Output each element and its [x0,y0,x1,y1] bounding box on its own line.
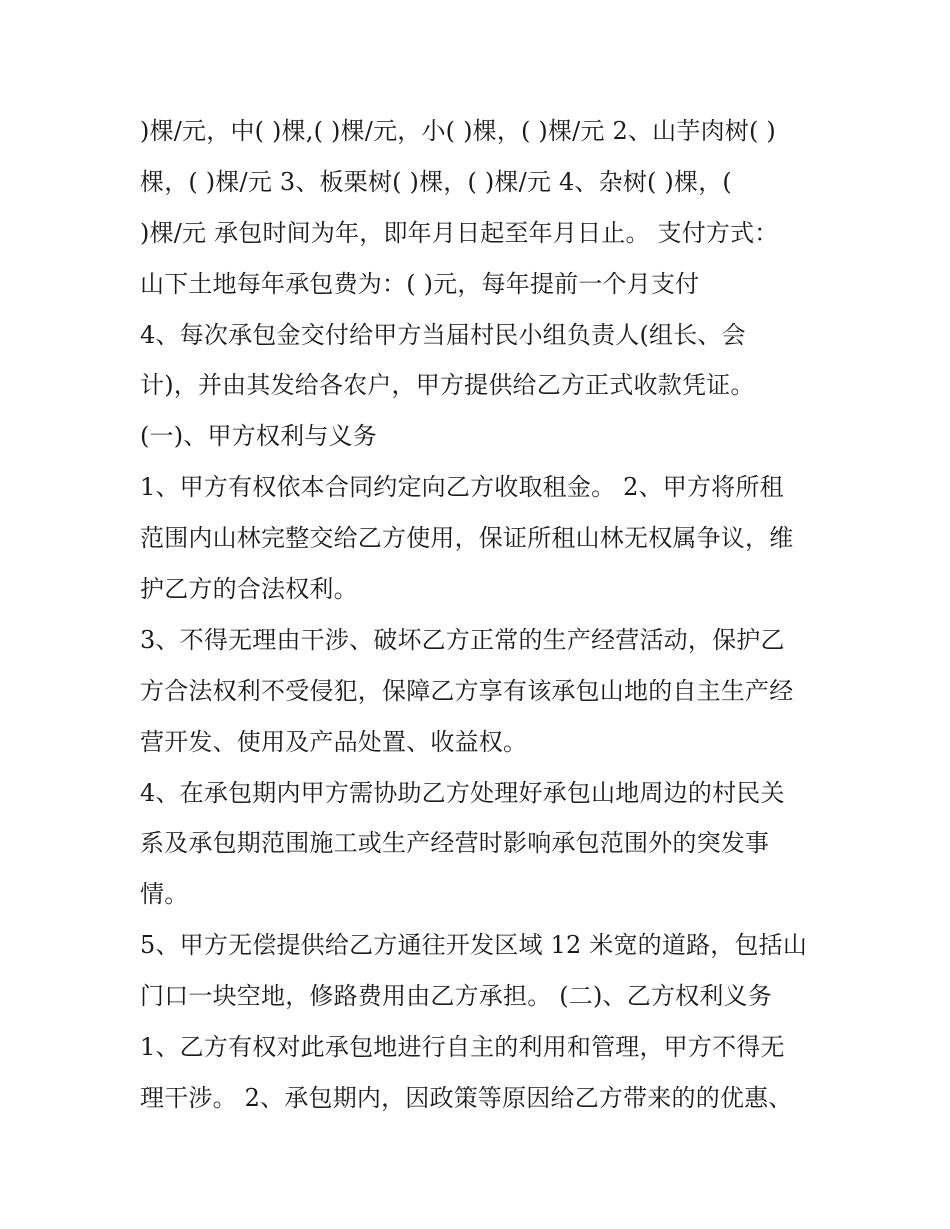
text-line: 1、乙方有权对此承包地进行自主的利用和管理，甲方不得无 [140,1033,785,1062]
text-line: 5、甲方无偿提供给乙方通往开发区域 12 米宽的道路，包括山 [140,931,808,960]
text-line: 情。 [140,880,189,909]
text-line: 山下土地每年承包费为：( )元，每年提前一个月支付 [140,269,700,298]
text-line: 范围内山林完整交给乙方使用，保证所租山林无权属争议，维 [140,524,794,553]
text-line: 理干涉。 2、承包期内，因政策等原因给乙方带来的的优惠、 [140,1083,793,1112]
text-line: 4、每次承包金交付给甲方当届村民小组负责人(组长、会 [140,320,746,349]
text-line: 1、甲方有权依本合同约定向乙方收取租金。 2、甲方将所租 [140,473,784,502]
body-text [140,106,830,1124]
text-line: 门口一块空地，修路费用由乙方承担。 (二)、乙方权利义务 [140,982,772,1011]
text-line: 3、不得无理由干涉、破坏乙方正常的生产经营活动，保护乙 [140,625,785,654]
text-line: 4、在承包期内甲方需协助乙方处理好承包山地周边的村民关 [140,778,785,807]
section-heading: (一)、甲方权利与义务 [140,422,377,451]
text-line: 棵，( )棵/元 3、板栗树( )棵，( )棵/元 4、杂树( )棵，( [140,167,732,196]
text-line: 营开发、使用及产品处置、收益权。 [140,727,528,756]
text-line: 护乙方的合法权利。 [140,575,358,604]
text-line: 计)，并由其发给各农户，甲方提供给乙方正式收款凭证。 [140,371,755,400]
text-line: )棵/元，中( )棵,( )棵/元，小( )棵，( )棵/元 2、山芋肉树( ) [140,117,776,145]
text-line: 方合法权利不受侵犯，保障乙方享有该承包山地的自主生产经 [140,676,794,705]
text-line: )棵/元 承包时间为年，即年月日起至年月日止。 支付方式： [140,218,779,247]
text-line: 系及承包期范围施工或生产经营时影响承包范围外的突发事 [140,829,770,858]
